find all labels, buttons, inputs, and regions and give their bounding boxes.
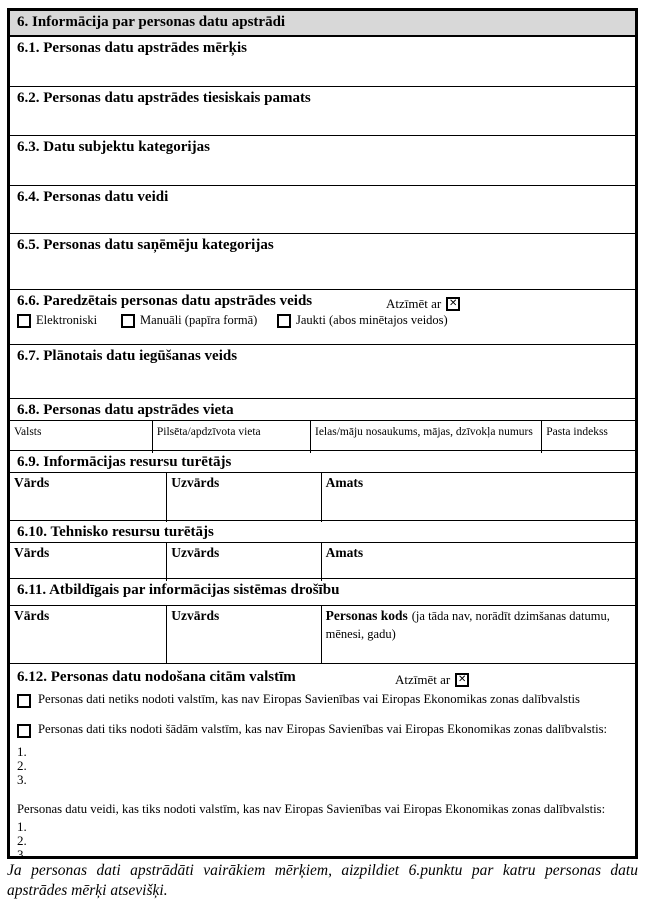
s63-fill-area[interactable] <box>10 157 635 185</box>
s66-fill-area[interactable] <box>10 331 635 344</box>
column-header: Amats <box>325 545 364 560</box>
checked-checkbox-icon: ✕ <box>455 673 469 687</box>
section-6-2 <box>10 86 635 135</box>
form-table <box>7 8 638 862</box>
security-responsible-table <box>10 605 635 663</box>
section-6-1 <box>10 36 635 86</box>
cell-valsts[interactable] <box>10 421 152 453</box>
types-list-item <box>10 848 635 861</box>
location-table <box>10 420 635 453</box>
checkbox-netiks-nodoti[interactable] <box>17 694 31 708</box>
section-title: 6.8. Personas datu apstrādes vieta <box>17 402 234 418</box>
form-section-header <box>10 11 635 36</box>
transfer-option-no <box>10 692 635 708</box>
footer-note: Ja personas dati apstrādāti vairākiem mērķiem, aizpildiet 6.punktu par katru personas datu apstrādes mērķi atsevišķi. <box>7 862 638 899</box>
list-number: 3. <box>17 847 27 862</box>
section-6-10 <box>10 520 635 578</box>
section-title: 6.4. Personas datu veidi <box>17 189 169 205</box>
mark-instruction-label: Atzīmēt ar <box>386 296 442 311</box>
section-title: 6.12. Personas datu nodošana citām valstīm <box>17 669 296 685</box>
column-header: Uzvārds <box>171 545 220 560</box>
mark-instruction <box>395 672 469 688</box>
section-6-6 <box>10 289 635 344</box>
option-elektroniski <box>17 313 117 328</box>
s61-fill-area[interactable] <box>10 58 635 86</box>
column-header: Valsts <box>14 426 42 438</box>
column-header: Vārds <box>14 545 50 560</box>
country-1-fill-area[interactable] <box>27 745 628 758</box>
option-label: Personas dati tiks nodoti šādām valstīm, kas nav Eiropas Savienības vai Eiropas Ekonomikas zonas dalībvalstis: <box>38 722 608 736</box>
checkbox-jaukti[interactable] <box>277 314 291 328</box>
section-title: 6.3. Datu subjektu kategorijas <box>17 139 210 155</box>
cell-uzvards[interactable] <box>166 606 320 663</box>
column-header: Vārds <box>14 608 50 623</box>
s62-fill-area[interactable] <box>10 108 635 135</box>
section-6-4 <box>10 185 635 233</box>
column-header: Pasta indekss <box>546 426 608 438</box>
list-number: 1. <box>17 819 27 834</box>
checkbox-manuali[interactable] <box>121 314 135 328</box>
type-1-fill-area[interactable] <box>27 820 628 833</box>
section-title: 6.10. Tehnisko resursu turētājs <box>17 524 214 540</box>
section-title: 6.6. Paredzētais personas datu apstrādes veids <box>17 293 313 309</box>
column-header: Uzvārds <box>171 608 220 623</box>
option-label: Elektroniski <box>36 313 98 327</box>
cell-amats[interactable] <box>321 473 635 522</box>
cell-amats[interactable] <box>321 543 635 581</box>
cell-vards[interactable] <box>10 606 166 663</box>
s65-fill-area[interactable] <box>10 255 635 289</box>
cell-pasta-indekss[interactable] <box>541 421 635 453</box>
cell-vards[interactable] <box>10 543 166 581</box>
countries-list-item <box>10 759 635 772</box>
option-jaukti <box>277 313 448 328</box>
info-resource-holder-table <box>10 472 635 522</box>
option-label: Personas dati netiks nodoti valstīm, kas nav Eiropas Savienības vai Eiropas Ekonomikas zonas dalībvalstis <box>38 692 580 706</box>
column-header: Uzvārds <box>171 475 220 490</box>
transfer-option-yes <box>10 722 635 738</box>
section-6-9 <box>10 450 635 520</box>
column-header: Vārds <box>14 475 50 490</box>
list-number: 3. <box>17 772 27 787</box>
types-list-item <box>10 820 635 833</box>
section-title: 6.9. Informācijas resursu turētājs <box>17 454 232 470</box>
section-title: 6.1. Personas datu apstrādes mērķis <box>17 40 248 56</box>
checkbox-elektroniski[interactable] <box>17 314 31 328</box>
type-3-fill-area[interactable] <box>27 848 628 861</box>
countries-list-item <box>10 773 635 786</box>
section-title: 6.7. Plānotais datu iegūšanas veids <box>17 348 238 364</box>
section-title: 6.2. Personas datu apstrādes tiesiskais pamats <box>17 90 311 106</box>
section-6-5 <box>10 233 635 289</box>
cell-uzvards[interactable] <box>166 473 320 522</box>
mark-instruction-label: Atzīmēt ar <box>395 672 451 687</box>
list-number: 2. <box>17 758 27 773</box>
column-header: Pilsēta/apdzīvota vieta <box>156 426 261 438</box>
column-header: Personas kods <box>325 608 408 623</box>
country-2-fill-area[interactable] <box>27 759 628 772</box>
cell-uzvards[interactable] <box>166 543 320 581</box>
option-manuali <box>121 313 273 328</box>
form-title: 6. Informācija par personas datu apstrādi <box>17 14 286 30</box>
column-header: Ielas/māju nosaukums, mājas, dzīvokļa numurs <box>315 426 533 438</box>
s64-fill-area[interactable] <box>10 207 635 233</box>
types-list-item <box>10 834 635 847</box>
column-header-note: (ja tāda nav, norādīt dzimšanas datumu, mēnesi, gadu) <box>325 609 610 641</box>
s67-fill-area[interactable] <box>10 366 635 398</box>
country-3-fill-area[interactable] <box>27 773 628 786</box>
processing-type-options <box>10 311 635 331</box>
option-label: Jaukti (abos minētajos veidos) <box>296 313 448 327</box>
tech-resource-holder-table <box>10 542 635 581</box>
section-6-12 <box>10 663 635 862</box>
transfer-types-label: Personas datu veidi, kas tiks nodoti valstīm, kas nav Eiropas Savienības vai Eiropas Ekonomikas zonas dalībvalstis: <box>17 802 606 816</box>
column-header: Amats <box>325 475 364 490</box>
list-number: 1. <box>17 744 27 759</box>
checked-checkbox-icon: ✕ <box>446 297 460 311</box>
section-title: 6.5. Personas datu saņēmēju kategorijas <box>17 237 274 253</box>
section-title: 6.11. Atbildīgais par informācijas sistēmas drošību <box>17 582 340 598</box>
section-6-3 <box>10 135 635 185</box>
cell-iela[interactable] <box>310 421 541 453</box>
section-6-7 <box>10 344 635 398</box>
checkbox-tiks-nodoti[interactable] <box>17 724 31 738</box>
cell-personas-kods[interactable] <box>321 606 635 663</box>
list-number: 2. <box>17 833 27 848</box>
cell-pilseta[interactable] <box>152 421 310 453</box>
cell-vards[interactable] <box>10 473 166 522</box>
section-6-11 <box>10 578 635 663</box>
section-6-8 <box>10 398 635 450</box>
type-2-fill-area[interactable] <box>27 834 628 847</box>
mark-instruction <box>386 296 460 312</box>
option-label: Manuāli (papīra formā) <box>140 313 258 327</box>
countries-list-item <box>10 745 635 758</box>
